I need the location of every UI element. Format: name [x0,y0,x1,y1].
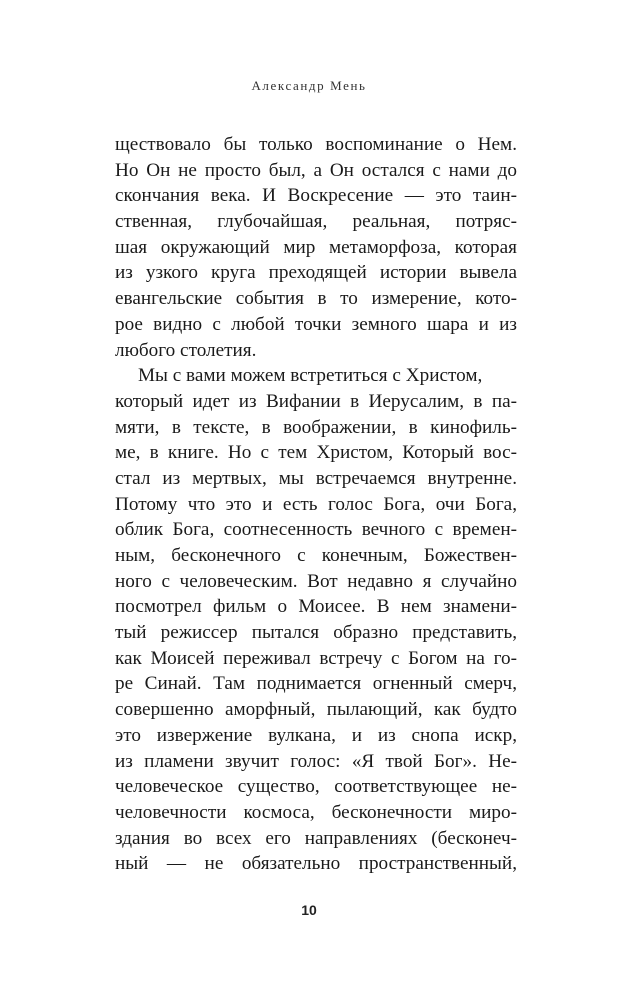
text-line: Потому что это и есть голос Бога, очи Бога, [115,493,517,515]
text-line: из пламени звучит голос: «Я твой Бог». Не- [115,750,517,772]
running-header-author: Александр Мень [251,78,367,93]
text-line: ным, бесконечного с конечным, Божествен- [115,545,517,566]
paragraph [115,132,517,363]
text-line: облик Бога, соотнесенность вечного с времен- [115,519,517,541]
text-line: как Моисей переживал встречу с Богом на го- [115,647,517,669]
text-line: мяти, в тексте, в воображении, в кинофиль- [115,416,517,438]
paragraph [115,363,517,877]
text-line: тый режиссер пытался образно представить, [115,622,517,644]
text-line: совершенно аморфный, пылающий, как будто [115,699,517,721]
text-line: скончания века. И Воскресение — это таин- [115,185,517,207]
text-line: ме, в книге. Но с тем Христом, Который вос- [115,442,517,464]
text-line: ного с человеческим. Вот недавно я случайно [115,570,517,592]
text-line: человечности космоса, бесконечности миро- [115,801,517,823]
text-line: это извержение вулкана, и из снопа искр, [115,724,517,746]
text-line: шая окружающий мир метаморфоза, которая [115,236,517,258]
text-line: человеческое существо, соответствующее не- [115,776,517,798]
text-line: который идет из Вифании в Иерусалим, в па- [115,390,517,412]
text-line: из узкого круга преходящей истории вывела [115,262,517,284]
text-line: здания во всех его направлениях (бесконеч- [115,827,517,849]
page-body-text [115,132,517,877]
text-line: посмотрел фильм о Моисее. В нем знамени- [115,596,517,618]
text-line: Мы с вами можем встретиться с Христом, [138,365,483,387]
text-line: евангельские события в то измерение, кото- [115,288,517,310]
text-line: ственная, глубочайшая, реальная, потряс- [115,211,517,233]
text-line: стал из мертвых, мы встречаемся внутренне. [115,467,517,489]
text-line: Но Он не просто был, а Он остался с нами до [115,159,517,181]
text-line: рое видно с любой точки земного шара и из [115,313,517,335]
text-line: ществовало бы только воспоминание о Нем. [115,134,517,155]
page-number: 10 [301,902,317,918]
text-line: ный — не обязательно пространственный, [115,853,517,875]
text-line: ре Синай. Там поднимается огненный смерч, [115,673,517,695]
text-line: любого столетия. [115,339,257,361]
